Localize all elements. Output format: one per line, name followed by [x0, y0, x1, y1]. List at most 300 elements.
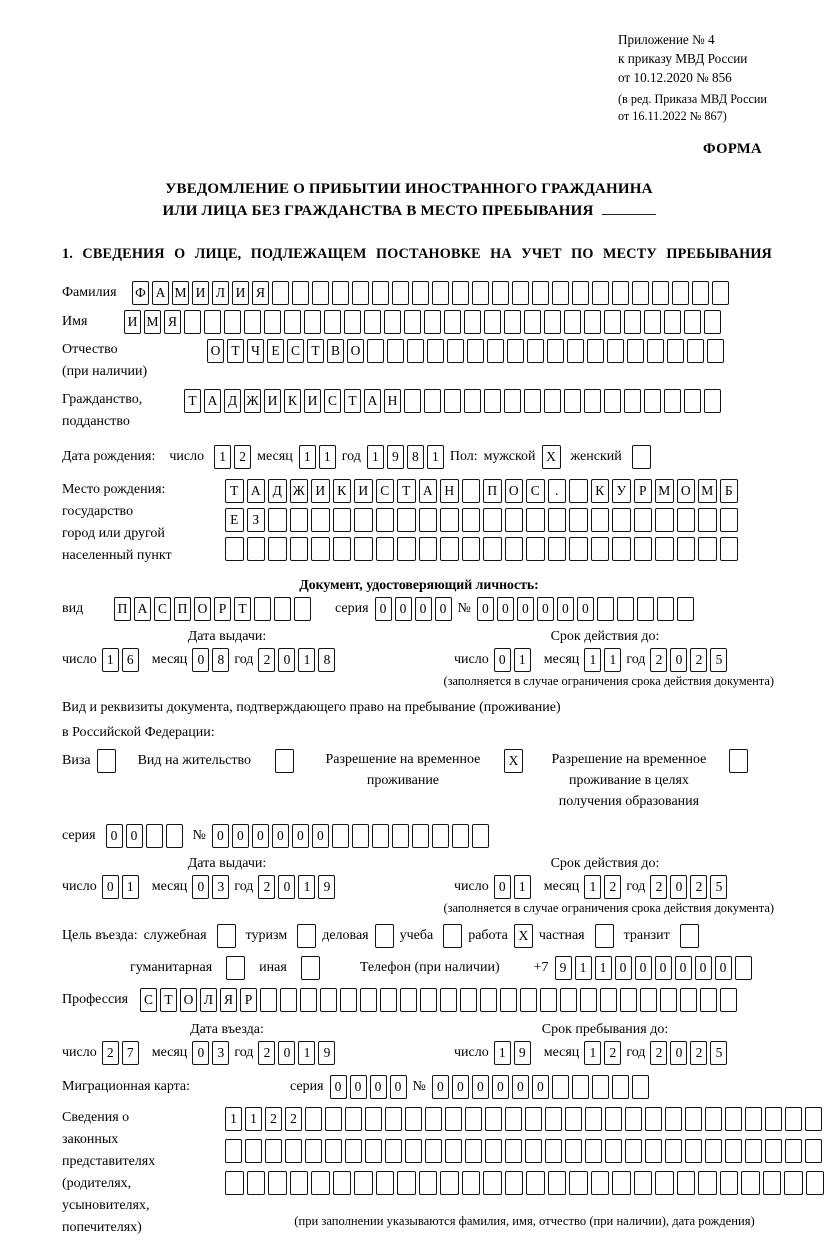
- char-cell[interactable]: [254, 597, 271, 621]
- migration-num-cells[interactable]: [432, 1075, 649, 1099]
- char-cell[interactable]: [247, 1171, 266, 1195]
- char-cell[interactable]: 0: [395, 597, 412, 621]
- char-cell[interactable]: [484, 389, 501, 413]
- residence-permit-checkbox[interactable]: [275, 749, 294, 773]
- char-cell[interactable]: [425, 1107, 442, 1131]
- char-cell[interactable]: [376, 537, 395, 561]
- char-cell[interactable]: 1: [494, 1041, 511, 1065]
- char-cell[interactable]: [705, 1107, 722, 1131]
- char-cell[interactable]: [505, 1107, 522, 1131]
- char-cell[interactable]: [704, 389, 721, 413]
- char-cell[interactable]: [376, 508, 395, 532]
- char-cell[interactable]: [204, 310, 221, 334]
- char-cell[interactable]: [507, 339, 524, 363]
- permit-expiry-month-cells[interactable]: [584, 875, 621, 899]
- char-cell[interactable]: [440, 988, 457, 1012]
- other-checkbox[interactable]: [301, 956, 320, 980]
- char-cell[interactable]: [247, 537, 266, 561]
- char-cell[interactable]: [545, 1139, 562, 1163]
- char-cell[interactable]: [420, 988, 437, 1012]
- char-cell[interactable]: [605, 1139, 622, 1163]
- char-cell[interactable]: [745, 1139, 762, 1163]
- char-cell[interactable]: [284, 310, 301, 334]
- char-cell[interactable]: [627, 339, 644, 363]
- char-cell[interactable]: [312, 281, 329, 305]
- char-cell[interactable]: [464, 389, 481, 413]
- char-cell[interactable]: [612, 281, 629, 305]
- char-cell[interactable]: 6: [122, 648, 139, 672]
- char-cell[interactable]: [640, 988, 657, 1012]
- char-cell[interactable]: [525, 1139, 542, 1163]
- permit-expiry-year-cells[interactable]: [650, 875, 727, 899]
- transit-checkbox[interactable]: [680, 924, 699, 948]
- char-cell[interactable]: [300, 988, 317, 1012]
- char-cell[interactable]: [544, 389, 561, 413]
- char-cell[interactable]: [765, 1139, 782, 1163]
- char-cell[interactable]: 1: [514, 648, 531, 672]
- char-cell[interactable]: 0: [477, 597, 494, 621]
- char-cell[interactable]: [419, 508, 438, 532]
- char-cell[interactable]: [384, 310, 401, 334]
- char-cell[interactable]: [647, 339, 664, 363]
- char-cell[interactable]: 2: [604, 875, 621, 899]
- char-cell[interactable]: И: [264, 389, 281, 413]
- char-cell[interactable]: Т: [344, 389, 361, 413]
- char-cell[interactable]: [547, 339, 564, 363]
- char-cell[interactable]: [657, 597, 674, 621]
- char-cell[interactable]: [224, 310, 241, 334]
- work-checkbox[interactable]: X: [514, 924, 533, 948]
- char-cell[interactable]: 0: [494, 875, 511, 899]
- char-cell[interactable]: [404, 310, 421, 334]
- char-cell[interactable]: [419, 1171, 438, 1195]
- char-cell[interactable]: [225, 1171, 244, 1195]
- char-cell[interactable]: 8: [318, 648, 335, 672]
- char-cell[interactable]: [692, 281, 709, 305]
- char-cell[interactable]: О: [505, 479, 524, 503]
- char-cell[interactable]: С: [324, 389, 341, 413]
- char-cell[interactable]: [274, 597, 291, 621]
- char-cell[interactable]: [634, 1171, 653, 1195]
- char-cell[interactable]: 0: [655, 956, 672, 980]
- char-cell[interactable]: 0: [532, 1075, 549, 1099]
- char-cell[interactable]: [492, 281, 509, 305]
- char-cell[interactable]: 0: [415, 597, 432, 621]
- char-cell[interactable]: О: [677, 479, 696, 503]
- char-cell[interactable]: [548, 1171, 567, 1195]
- char-cell[interactable]: [634, 508, 653, 532]
- char-cell[interactable]: У: [612, 479, 631, 503]
- business-checkbox[interactable]: [375, 924, 394, 948]
- char-cell[interactable]: [607, 339, 624, 363]
- char-cell[interactable]: 0: [497, 597, 514, 621]
- char-cell[interactable]: [483, 508, 502, 532]
- char-cell[interactable]: [720, 537, 739, 561]
- char-cell[interactable]: [604, 389, 621, 413]
- char-cell[interactable]: [344, 310, 361, 334]
- char-cell[interactable]: [425, 1139, 442, 1163]
- char-cell[interactable]: [407, 339, 424, 363]
- char-cell[interactable]: [400, 988, 417, 1012]
- char-cell[interactable]: 0: [375, 597, 392, 621]
- char-cell[interactable]: 1: [514, 875, 531, 899]
- identity-issue-year-cells[interactable]: [258, 648, 335, 672]
- char-cell[interactable]: 2: [690, 1041, 707, 1065]
- char-cell[interactable]: [644, 389, 661, 413]
- char-cell[interactable]: О: [347, 339, 364, 363]
- char-cell[interactable]: 5: [710, 875, 727, 899]
- char-cell[interactable]: [440, 537, 459, 561]
- char-cell[interactable]: [424, 389, 441, 413]
- char-cell[interactable]: [485, 1139, 502, 1163]
- char-cell[interactable]: [612, 537, 631, 561]
- char-cell[interactable]: [645, 1107, 662, 1131]
- char-cell[interactable]: 0: [192, 1041, 209, 1065]
- char-cell[interactable]: 1: [367, 445, 384, 469]
- humanitarian-checkbox[interactable]: [226, 956, 245, 980]
- char-cell[interactable]: С: [287, 339, 304, 363]
- entry-day-cells[interactable]: [102, 1041, 139, 1065]
- char-cell[interactable]: О: [180, 988, 197, 1012]
- char-cell[interactable]: [617, 597, 634, 621]
- char-cell[interactable]: [365, 1139, 382, 1163]
- char-cell[interactable]: Ж: [244, 389, 261, 413]
- char-cell[interactable]: [591, 508, 610, 532]
- char-cell[interactable]: [698, 508, 717, 532]
- birthplace-cells-row1[interactable]: [225, 479, 738, 503]
- char-cell[interactable]: [447, 339, 464, 363]
- char-cell[interactable]: [462, 508, 481, 532]
- tourism-checkbox[interactable]: [297, 924, 316, 948]
- char-cell[interactable]: [580, 988, 597, 1012]
- permit-issue-year-cells[interactable]: [258, 875, 335, 899]
- char-cell[interactable]: Т: [397, 479, 416, 503]
- char-cell[interactable]: [385, 1107, 402, 1131]
- char-cell[interactable]: [354, 508, 373, 532]
- char-cell[interactable]: [712, 281, 729, 305]
- char-cell[interactable]: [637, 597, 654, 621]
- char-cell[interactable]: Т: [227, 339, 244, 363]
- char-cell[interactable]: [483, 537, 502, 561]
- char-cell[interactable]: [524, 389, 541, 413]
- char-cell[interactable]: [265, 1139, 282, 1163]
- char-cell[interactable]: [272, 281, 289, 305]
- char-cell[interactable]: [325, 1107, 342, 1131]
- char-cell[interactable]: А: [134, 597, 151, 621]
- char-cell[interactable]: [260, 988, 277, 1012]
- char-cell[interactable]: 0: [675, 956, 692, 980]
- char-cell[interactable]: О: [207, 339, 224, 363]
- char-cell[interactable]: [290, 1171, 309, 1195]
- char-cell[interactable]: [698, 537, 717, 561]
- char-cell[interactable]: Ч: [247, 339, 264, 363]
- char-cell[interactable]: 0: [278, 1041, 295, 1065]
- char-cell[interactable]: 0: [192, 875, 209, 899]
- char-cell[interactable]: [520, 988, 537, 1012]
- char-cell[interactable]: [311, 508, 330, 532]
- char-cell[interactable]: [500, 988, 517, 1012]
- char-cell[interactable]: [584, 389, 601, 413]
- firstname-cells[interactable]: [124, 310, 721, 334]
- char-cell[interactable]: [325, 1139, 342, 1163]
- char-cell[interactable]: 0: [212, 824, 229, 848]
- char-cell[interactable]: [664, 310, 681, 334]
- char-cell[interactable]: Ф: [132, 281, 149, 305]
- char-cell[interactable]: К: [333, 479, 352, 503]
- char-cell[interactable]: [548, 537, 567, 561]
- char-cell[interactable]: [612, 1171, 631, 1195]
- char-cell[interactable]: А: [419, 479, 438, 503]
- char-cell[interactable]: 0: [494, 648, 511, 672]
- char-cell[interactable]: [332, 281, 349, 305]
- char-cell[interactable]: 1: [245, 1107, 262, 1131]
- char-cell[interactable]: 0: [512, 1075, 529, 1099]
- char-cell[interactable]: [585, 1107, 602, 1131]
- char-cell[interactable]: [483, 1171, 502, 1195]
- char-cell[interactable]: [392, 824, 409, 848]
- char-cell[interactable]: [444, 389, 461, 413]
- char-cell[interactable]: [345, 1107, 362, 1131]
- entry-year-cells[interactable]: [258, 1041, 335, 1065]
- char-cell[interactable]: [569, 537, 588, 561]
- char-cell[interactable]: [427, 339, 444, 363]
- char-cell[interactable]: О: [194, 597, 211, 621]
- char-cell[interactable]: 0: [452, 1075, 469, 1099]
- char-cell[interactable]: [412, 824, 429, 848]
- char-cell[interactable]: [805, 1139, 822, 1163]
- service-checkbox[interactable]: [217, 924, 236, 948]
- char-cell[interactable]: 2: [650, 648, 667, 672]
- char-cell[interactable]: [620, 988, 637, 1012]
- char-cell[interactable]: П: [174, 597, 191, 621]
- char-cell[interactable]: [735, 956, 752, 980]
- char-cell[interactable]: Н: [384, 389, 401, 413]
- char-cell[interactable]: [311, 537, 330, 561]
- char-cell[interactable]: [805, 1107, 822, 1131]
- char-cell[interactable]: Д: [268, 479, 287, 503]
- char-cell[interactable]: [465, 1139, 482, 1163]
- char-cell[interactable]: [245, 1139, 262, 1163]
- char-cell[interactable]: 0: [312, 824, 329, 848]
- char-cell[interactable]: [544, 310, 561, 334]
- char-cell[interactable]: 0: [432, 1075, 449, 1099]
- char-cell[interactable]: 0: [577, 597, 594, 621]
- char-cell[interactable]: [698, 1171, 717, 1195]
- char-cell[interactable]: 2: [102, 1041, 119, 1065]
- char-cell[interactable]: [404, 389, 421, 413]
- char-cell[interactable]: [785, 1107, 802, 1131]
- char-cell[interactable]: 0: [715, 956, 732, 980]
- char-cell[interactable]: 0: [472, 1075, 489, 1099]
- char-cell[interactable]: 2: [690, 875, 707, 899]
- patronymic-cells[interactable]: [207, 339, 724, 363]
- char-cell[interactable]: [387, 339, 404, 363]
- char-cell[interactable]: [672, 281, 689, 305]
- char-cell[interactable]: 0: [272, 824, 289, 848]
- char-cell[interactable]: [472, 281, 489, 305]
- char-cell[interactable]: [665, 1107, 682, 1131]
- char-cell[interactable]: [405, 1139, 422, 1163]
- char-cell[interactable]: Ж: [290, 479, 309, 503]
- char-cell[interactable]: [785, 1139, 802, 1163]
- char-cell[interactable]: [440, 508, 459, 532]
- char-cell[interactable]: [465, 1107, 482, 1131]
- char-cell[interactable]: [332, 824, 349, 848]
- char-cell[interactable]: Р: [634, 479, 653, 503]
- identity-num-cells[interactable]: [477, 597, 694, 621]
- char-cell[interactable]: Т: [160, 988, 177, 1012]
- char-cell[interactable]: [485, 1107, 502, 1131]
- char-cell[interactable]: 1: [595, 956, 612, 980]
- char-cell[interactable]: [765, 1107, 782, 1131]
- char-cell[interactable]: 1: [214, 445, 231, 469]
- char-cell[interactable]: [569, 508, 588, 532]
- char-cell[interactable]: [352, 824, 369, 848]
- char-cell[interactable]: [487, 339, 504, 363]
- char-cell[interactable]: [294, 597, 311, 621]
- char-cell[interactable]: [680, 988, 697, 1012]
- char-cell[interactable]: [445, 1107, 462, 1131]
- char-cell[interactable]: А: [204, 389, 221, 413]
- char-cell[interactable]: [244, 310, 261, 334]
- char-cell[interactable]: [545, 1107, 562, 1131]
- char-cell[interactable]: 2: [690, 648, 707, 672]
- char-cell[interactable]: С: [154, 597, 171, 621]
- char-cell[interactable]: [677, 597, 694, 621]
- profession-cells[interactable]: [140, 988, 737, 1012]
- char-cell[interactable]: Л: [212, 281, 229, 305]
- char-cell[interactable]: [704, 310, 721, 334]
- char-cell[interactable]: [146, 824, 163, 848]
- char-cell[interactable]: [665, 1139, 682, 1163]
- char-cell[interactable]: 0: [252, 824, 269, 848]
- birthplace-cells-row2[interactable]: [225, 508, 738, 532]
- char-cell[interactable]: 0: [635, 956, 652, 980]
- char-cell[interactable]: [432, 281, 449, 305]
- char-cell[interactable]: [527, 339, 544, 363]
- char-cell[interactable]: С: [526, 479, 545, 503]
- char-cell[interactable]: [685, 1139, 702, 1163]
- char-cell[interactable]: [419, 537, 438, 561]
- char-cell[interactable]: 1: [319, 445, 336, 469]
- char-cell[interactable]: [166, 824, 183, 848]
- char-cell[interactable]: [484, 310, 501, 334]
- char-cell[interactable]: 1: [102, 648, 119, 672]
- char-cell[interactable]: [720, 1171, 739, 1195]
- char-cell[interactable]: [333, 537, 352, 561]
- char-cell[interactable]: 1: [575, 956, 592, 980]
- char-cell[interactable]: К: [284, 389, 301, 413]
- char-cell[interactable]: 0: [126, 824, 143, 848]
- char-cell[interactable]: [632, 1075, 649, 1099]
- visa-checkbox[interactable]: [97, 749, 116, 773]
- female-checkbox[interactable]: [632, 445, 651, 469]
- char-cell[interactable]: [741, 1171, 760, 1195]
- char-cell[interactable]: [268, 1171, 287, 1195]
- char-cell[interactable]: [548, 508, 567, 532]
- char-cell[interactable]: Т: [307, 339, 324, 363]
- char-cell[interactable]: [684, 389, 701, 413]
- identity-issue-day-cells[interactable]: [102, 648, 139, 672]
- char-cell[interactable]: 1: [298, 1041, 315, 1065]
- char-cell[interactable]: [526, 508, 545, 532]
- char-cell[interactable]: [624, 389, 641, 413]
- char-cell[interactable]: 2: [258, 648, 275, 672]
- char-cell[interactable]: [412, 281, 429, 305]
- char-cell[interactable]: [625, 1139, 642, 1163]
- char-cell[interactable]: [462, 479, 481, 503]
- char-cell[interactable]: [552, 281, 569, 305]
- char-cell[interactable]: [667, 339, 684, 363]
- char-cell[interactable]: И: [124, 310, 141, 334]
- permit-issue-day-cells[interactable]: [102, 875, 139, 899]
- char-cell[interactable]: [264, 310, 281, 334]
- char-cell[interactable]: 2: [234, 445, 251, 469]
- char-cell[interactable]: А: [247, 479, 266, 503]
- char-cell[interactable]: [504, 389, 521, 413]
- char-cell[interactable]: 2: [258, 875, 275, 899]
- char-cell[interactable]: [600, 988, 617, 1012]
- char-cell[interactable]: В: [327, 339, 344, 363]
- char-cell[interactable]: 0: [292, 824, 309, 848]
- char-cell[interactable]: 9: [387, 445, 404, 469]
- char-cell[interactable]: [505, 537, 524, 561]
- entry-month-cells[interactable]: [192, 1041, 229, 1065]
- char-cell[interactable]: [305, 1107, 322, 1131]
- char-cell[interactable]: [634, 537, 653, 561]
- male-checkbox[interactable]: X: [542, 445, 561, 469]
- char-cell[interactable]: 7: [122, 1041, 139, 1065]
- identity-issue-month-cells[interactable]: [192, 648, 229, 672]
- char-cell[interactable]: С: [376, 479, 395, 503]
- char-cell[interactable]: [392, 281, 409, 305]
- char-cell[interactable]: 1: [584, 648, 601, 672]
- char-cell[interactable]: [591, 537, 610, 561]
- char-cell[interactable]: [225, 1139, 242, 1163]
- char-cell[interactable]: [504, 310, 521, 334]
- char-cell[interactable]: И: [311, 479, 330, 503]
- char-cell[interactable]: [655, 537, 674, 561]
- char-cell[interactable]: [445, 1139, 462, 1163]
- char-cell[interactable]: [440, 1171, 459, 1195]
- char-cell[interactable]: [340, 988, 357, 1012]
- char-cell[interactable]: 3: [212, 875, 229, 899]
- char-cell[interactable]: [467, 339, 484, 363]
- char-cell[interactable]: Н: [440, 479, 459, 503]
- char-cell[interactable]: [424, 310, 441, 334]
- char-cell[interactable]: [452, 824, 469, 848]
- char-cell[interactable]: 3: [212, 1041, 229, 1065]
- char-cell[interactable]: [184, 310, 201, 334]
- char-cell[interactable]: 5: [710, 648, 727, 672]
- char-cell[interactable]: 0: [670, 648, 687, 672]
- legal-reps-cells-row3[interactable]: [225, 1171, 824, 1195]
- char-cell[interactable]: [565, 1107, 582, 1131]
- phone-cells[interactable]: [555, 956, 752, 980]
- char-cell[interactable]: [364, 310, 381, 334]
- char-cell[interactable]: [725, 1139, 742, 1163]
- permit-expiry-day-cells[interactable]: [494, 875, 531, 899]
- char-cell[interactable]: [376, 1171, 395, 1195]
- char-cell[interactable]: [397, 537, 416, 561]
- surname-cells[interactable]: [132, 281, 729, 305]
- identity-expiry-month-cells[interactable]: [584, 648, 621, 672]
- char-cell[interactable]: М: [172, 281, 189, 305]
- char-cell[interactable]: [592, 281, 609, 305]
- char-cell[interactable]: 1: [298, 648, 315, 672]
- char-cell[interactable]: 1: [122, 875, 139, 899]
- char-cell[interactable]: И: [354, 479, 373, 503]
